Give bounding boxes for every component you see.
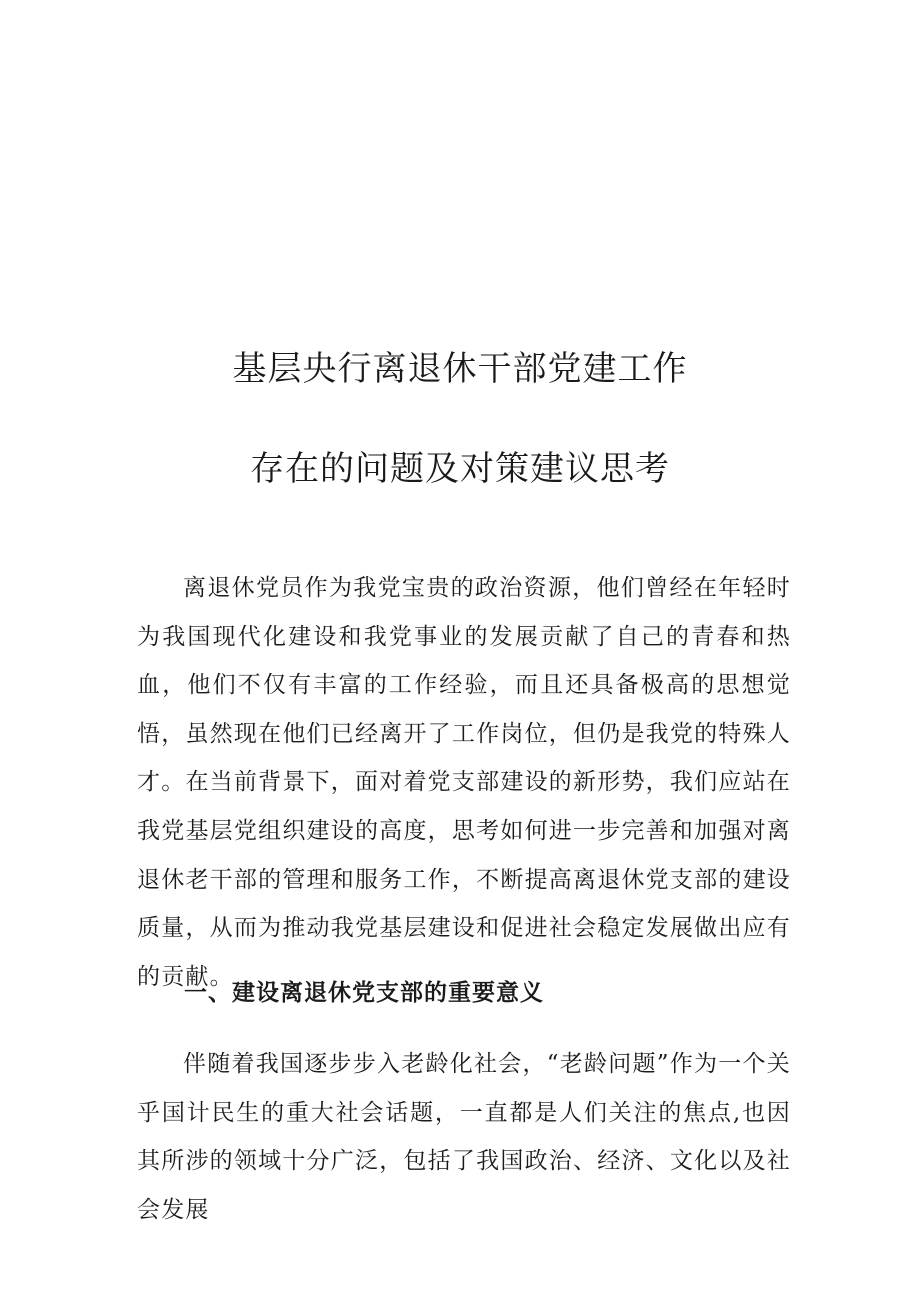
document-title-line-1: 基层央行离退休干部党建工作 bbox=[232, 348, 688, 389]
document-title-line-2: 存在的问题及对策建议思考 bbox=[250, 448, 670, 489]
section-1-paragraph: 伴随着我国逐步步入老龄化社会，“老龄问题”作为一个关乎国计民生的重大社会话题，一直都是人们关注的焦点,也因其所涉的领域十分广泛，包括了我国政治、经济、文化以及社会发展 bbox=[137, 1051, 791, 1223]
section-1-heading: 一、建设离退休党支部的重要意义 bbox=[184, 980, 544, 1006]
intro-paragraph: 离退休党员作为我党宝贵的政治资源，他们曾经在年轻时为我国现代化建设和我党事业的发展贡献了自己的青春和热血，他们不仅有丰富的工作经验，而且还具备极高的思想觉悟，虽然现在他们已经离开了工作岗位，但仍是我党的特殊人才。在当前背景下，面对着党支部建设的新形势，我们应站在我党基层党组织建设的高度，思考如何进一步完善和加强对离退休老干部的管理和服务工作，不断提高离退休党支部的建设质量，从而为推动我党基层建设和促进社会稳定发展做出应有的贡献。 bbox=[137, 575, 791, 990]
